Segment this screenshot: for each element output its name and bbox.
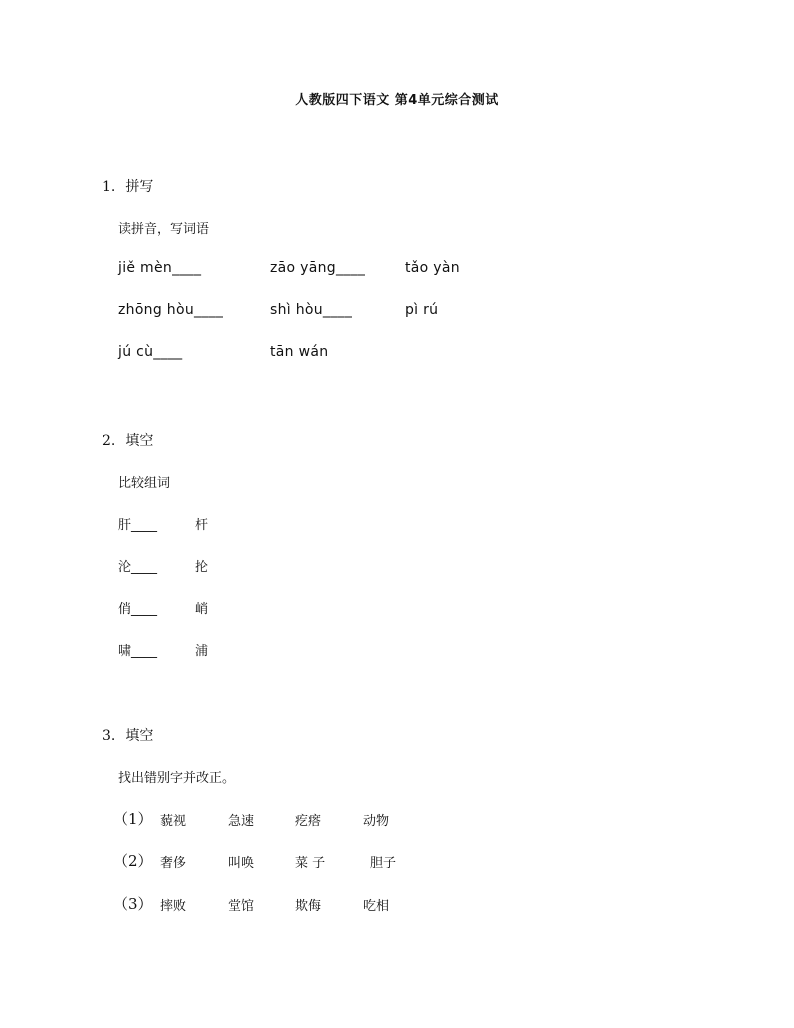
error-row-index: （3） [113,895,153,913]
compare-right: 峭 [195,602,209,617]
error-row-index: （2） [113,852,153,870]
page-title: 人教版四下语文 第4单元综合测试 [295,93,499,108]
section-2-instruction: 比较组词 [118,476,171,491]
error-word: 动物 [363,814,390,829]
section-number: 2. [102,433,116,449]
section-2-heading [102,430,153,450]
pinyin-item: pì rú [405,302,439,318]
pinyin-item: tān wán [270,344,329,360]
section-number: 3. [102,728,116,744]
pinyin-item: zāo yāng____ [270,260,366,276]
error-word: 菜 子 [295,856,326,871]
section-title: 填空 [125,433,154,449]
error-word: 胆子 [370,856,397,871]
error-word: 叫唤 [228,856,255,871]
section-title: 填空 [125,728,154,744]
error-word: 急速 [228,814,255,829]
error-word: 欺侮 [295,899,322,914]
pinyin-item: jiě mèn____ [118,260,202,276]
section-1-heading [102,176,153,196]
section-1-instruction: 读拼音，写词语 [118,222,210,237]
compare-left: 俏____ [118,602,158,617]
section-3-heading [102,725,153,745]
error-word: 摔败 [160,899,187,914]
error-word: 疙瘩 [295,814,322,829]
section-title: 拼写 [125,179,154,195]
pinyin-item: jú cù____ [118,344,183,360]
section-3-instruction: 找出错别字并改正。 [118,771,236,786]
error-word: 堂馆 [228,899,255,914]
error-word: 奢侈 [160,856,187,871]
section-number: 1. [102,179,116,195]
pinyin-item: shì hòu____ [270,302,353,318]
compare-right: 抡 [195,560,209,575]
compare-left: 沦____ [118,560,158,575]
compare-left: 肝____ [118,518,158,533]
error-row-index: （1） [113,810,153,828]
pinyin-item: tǎo yàn [405,260,460,276]
compare-right: 杆 [195,518,209,533]
error-word: 吃相 [363,899,390,914]
error-word: 藐视 [160,814,187,829]
compare-left: 啸____ [118,644,158,659]
compare-right: 浦 [195,644,209,659]
pinyin-item: zhōng hòu____ [118,302,224,318]
